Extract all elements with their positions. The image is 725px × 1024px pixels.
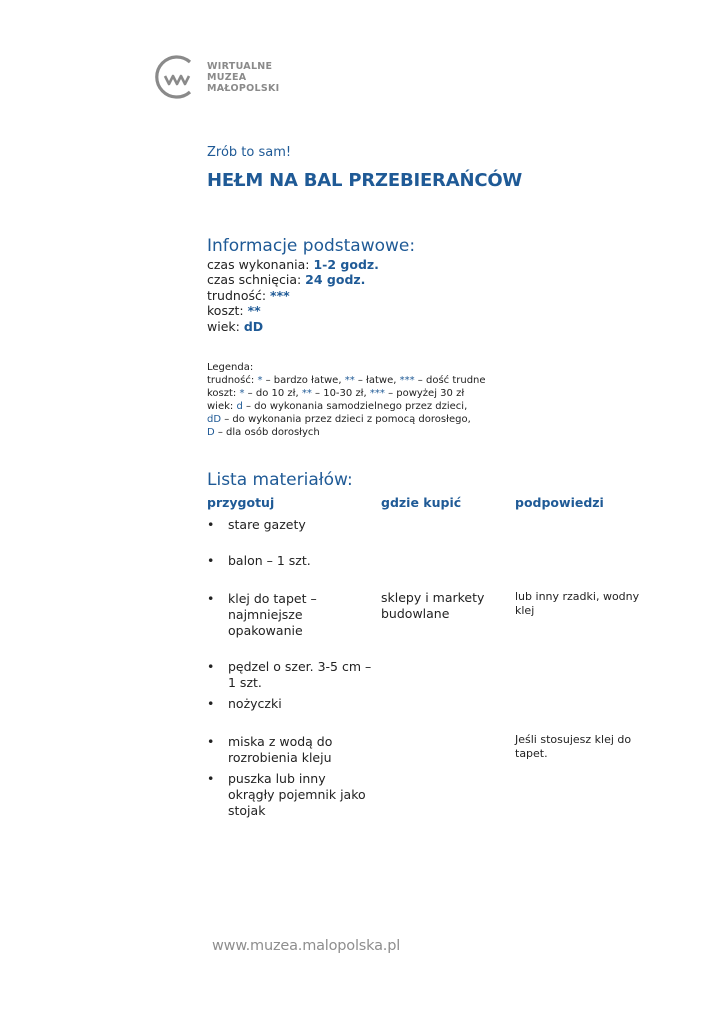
info-row-age <box>207 319 379 334</box>
material-name: pędzel o szer. 3-5 cm – 1 szt. <box>228 659 372 690</box>
legend-symbol: * <box>239 387 245 399</box>
subtitle: Zrób to sam! <box>207 145 292 160</box>
legend-text: – powyżej 30 zł <box>384 387 465 399</box>
bullet: • <box>207 734 215 749</box>
info-value: dD <box>243 318 264 334</box>
legend-age-3 <box>207 427 486 440</box>
info-label: czas wykonania: <box>207 257 314 272</box>
legend-symbol: dD <box>207 413 222 425</box>
legend-text: – bardzo łatwe, <box>262 374 345 386</box>
info-value: 24 godz. <box>305 272 366 288</box>
column-tips: podpowiedzi <box>515 495 604 510</box>
logo-text <box>207 61 279 94</box>
bullet: • <box>207 696 215 711</box>
wmm-logo-icon <box>155 54 201 100</box>
legend-text: – do 10 zł, <box>244 387 302 399</box>
legend-text: – 10-30 zł, <box>311 387 370 399</box>
materials-heading: Lista materiałów: <box>207 470 353 490</box>
info-label: trudność: <box>207 287 271 303</box>
info-row-drying <box>207 272 379 287</box>
material-tip: Jeśli stosujesz klej do tapet. <box>515 733 632 760</box>
legend-title: Legenda: <box>207 362 254 373</box>
material-name: nożyczki <box>228 696 282 711</box>
logo-line-2: MUZEA <box>207 71 247 83</box>
bullet: • <box>207 659 215 674</box>
logo-line-1: WIRTUALNE <box>207 60 273 72</box>
legend-symbol: ** <box>301 387 312 399</box>
bullet: • <box>207 553 215 568</box>
legend-symbol: *** <box>369 387 385 399</box>
legend-text: – łatwe, <box>354 374 400 386</box>
material-tip: lub inny rzadki, wodny klej <box>515 590 640 617</box>
material-name: stare gazety <box>228 517 306 532</box>
legend-text: – do wykonania przez dzieci z pomocą dorosłego, <box>221 413 471 425</box>
bullet: • <box>207 517 215 532</box>
legend-symbol: * <box>257 374 263 386</box>
legend-label: trudność: <box>207 374 258 386</box>
info-value: *** <box>270 287 290 303</box>
bullet: • <box>207 591 215 606</box>
legend <box>207 362 486 439</box>
legend-age-1 <box>207 401 486 414</box>
material-where: sklepy i markety budowlane <box>381 590 485 621</box>
info-row-time <box>207 257 379 272</box>
info-list <box>207 257 379 334</box>
info-row-difficulty <box>207 288 379 303</box>
legend-symbol: d <box>236 400 243 412</box>
info-value: ** <box>247 303 261 319</box>
footer-url: www.muzea.malopolska.pl <box>212 938 401 954</box>
info-label: czas schnięcia: <box>207 272 306 288</box>
column-prepare: przygotuj <box>207 495 275 510</box>
legend-cost <box>207 388 486 401</box>
page-title: HEŁM NA BAL PRZEBIERAŃCÓW <box>207 170 523 191</box>
info-value: 1-2 godz. <box>313 257 379 272</box>
material-name: puszka lub inny okrągły pojemnik jako stojak <box>228 771 366 818</box>
legend-label: wiek: <box>207 400 237 412</box>
legend-label: koszt: <box>207 387 240 399</box>
legend-difficulty <box>207 375 486 388</box>
legend-symbol: ** <box>344 374 355 386</box>
logo <box>155 54 279 100</box>
legend-text: – dla osób dorosłych <box>214 426 320 438</box>
info-row-cost <box>207 303 379 318</box>
legend-text: – dość trudne <box>414 374 486 386</box>
info-heading: Informacje podstawowe: <box>207 236 416 256</box>
logo-line-3: MAŁOPOLSKI <box>207 82 280 94</box>
info-label: koszt: <box>207 303 248 319</box>
bullet: • <box>207 771 215 786</box>
legend-symbol: D <box>207 426 215 438</box>
legend-age-2 <box>207 414 486 427</box>
legend-symbol: *** <box>399 374 415 386</box>
legend-text: – do wykonania samodzielnego przez dzieci, <box>242 400 468 412</box>
info-label: wiek: <box>207 318 244 334</box>
material-name: klej do tapet – najmniejsze opakowanie <box>228 591 317 638</box>
column-where: gdzie kupić <box>381 495 462 510</box>
material-name: balon – 1 szt. <box>228 553 311 568</box>
material-name: miska z wodą do rozrobienia kleju <box>228 734 333 765</box>
